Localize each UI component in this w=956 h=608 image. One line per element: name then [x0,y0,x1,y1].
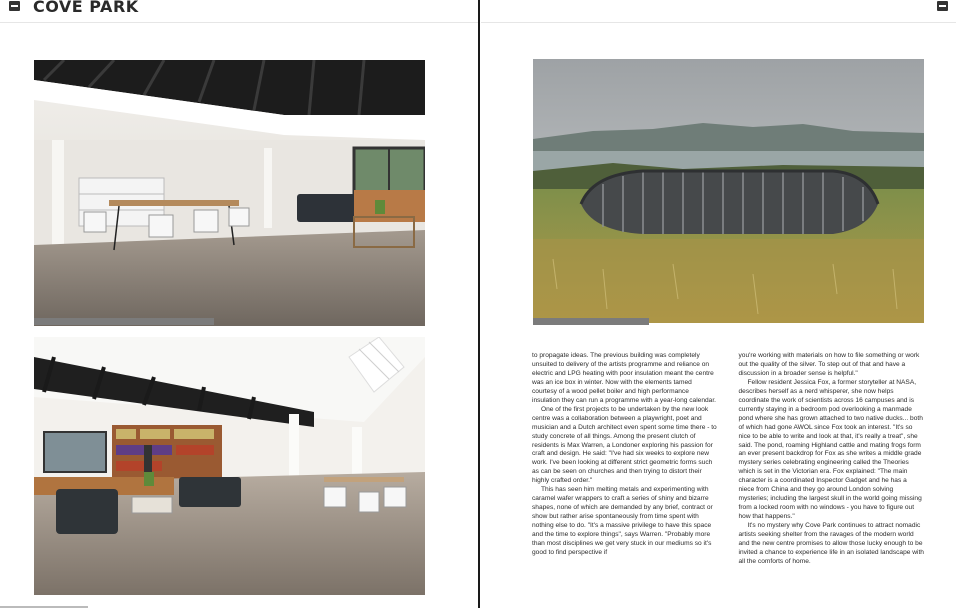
article-body [532,352,924,567]
article-paragraph: Fellow resident Jessica Fox, a former storyteller at NASA, describes herself as a nerd whisperer, she now helps coordinate the work of scientists across 16 campuses and is currently staying in a bedroom pod overlooking a manmade pond where she has grown attached to two native ducks... both of which had gone AWOL since Fox took an interest. "It's so nice to be able to write and look at that, it's really a treat", she said. The pond, roaming Highland cattle and mating frogs form an ever present backdrop for Fox as she writes a middle grade mystery series celebrating engineering called the Theories which is set in the Victorian era. Fox explained: "The main character is a coordinated Inspector Gadget and he has a niece from China and they go around London solving mysteries; including the largest skull in the world going missing from a locked room with no windows - you have to figure out how that happens." [738,378,923,521]
book-icon[interactable] [9,1,20,11]
article-column-2 [739,352,925,567]
interior-library-photo [34,337,425,595]
caption-bar [533,318,649,325]
interior-dining-photo [34,60,425,326]
article-column-1 [532,352,718,567]
right-page [481,0,956,608]
article-paragraph: One of the first projects to be undertaken by the new look centre was a collaboration between a playwright, poet and musician and a Dutch architect even spent some time there - to study concrete of all things. Among the present clutch of residents is Max Warren, a Londoner exploring his passion for craft and design. He said: "I've had six weeks to explore new work. I've been looking at different strict geometric forms such as can be seen on churches and then trying to distort their highly crafted order." [532,405,717,485]
article-paragraph: It's no mystery why Cove Park continues to attract nomadic artists seeking shelter from the ravages of the modern world and the new centre promises to allow those lucky enough to be invited a chance to experience life in an isolated landscape with all the comforts of home. [738,522,924,565]
header-bar [0,0,478,23]
article-paragraph: you're working with materials on how to file something or work out the quality of the silver. To step out of that and have a discussion in a broader sense is helpful." [738,352,920,377]
book-icon[interactable] [937,1,948,11]
caption-bar [34,318,214,325]
article-paragraph: to propagate ideas. The previous building was completely unsuited to delivery of the artists programme and reliance on electric and LPG heating with poor insulation meant the centre was an ice box in winter. Now with the elements tamed courtesy of a wood pellet boiler and high performance insulation they can run a programme with a year-long calendar. [532,352,716,404]
landscape-pod-photo [533,59,924,323]
magazine-title: COVE PARK [33,0,139,16]
page-gutter [478,0,480,608]
header-bar-right [481,0,956,23]
article-paragraph: This has seen him melting metals and experimenting with caramel wafer wrappers to craft a series of shiny and bizarre shapes, none of which are demanded by any brief, contract or show but rather arise spontaneously from time spent with nothing else to do. "It's a massive privilege to have this space and the time to explore things", says Warren. "Probably more than most disciplines we get very stuck in our mediums so it's good to find perspective if [532,486,713,556]
